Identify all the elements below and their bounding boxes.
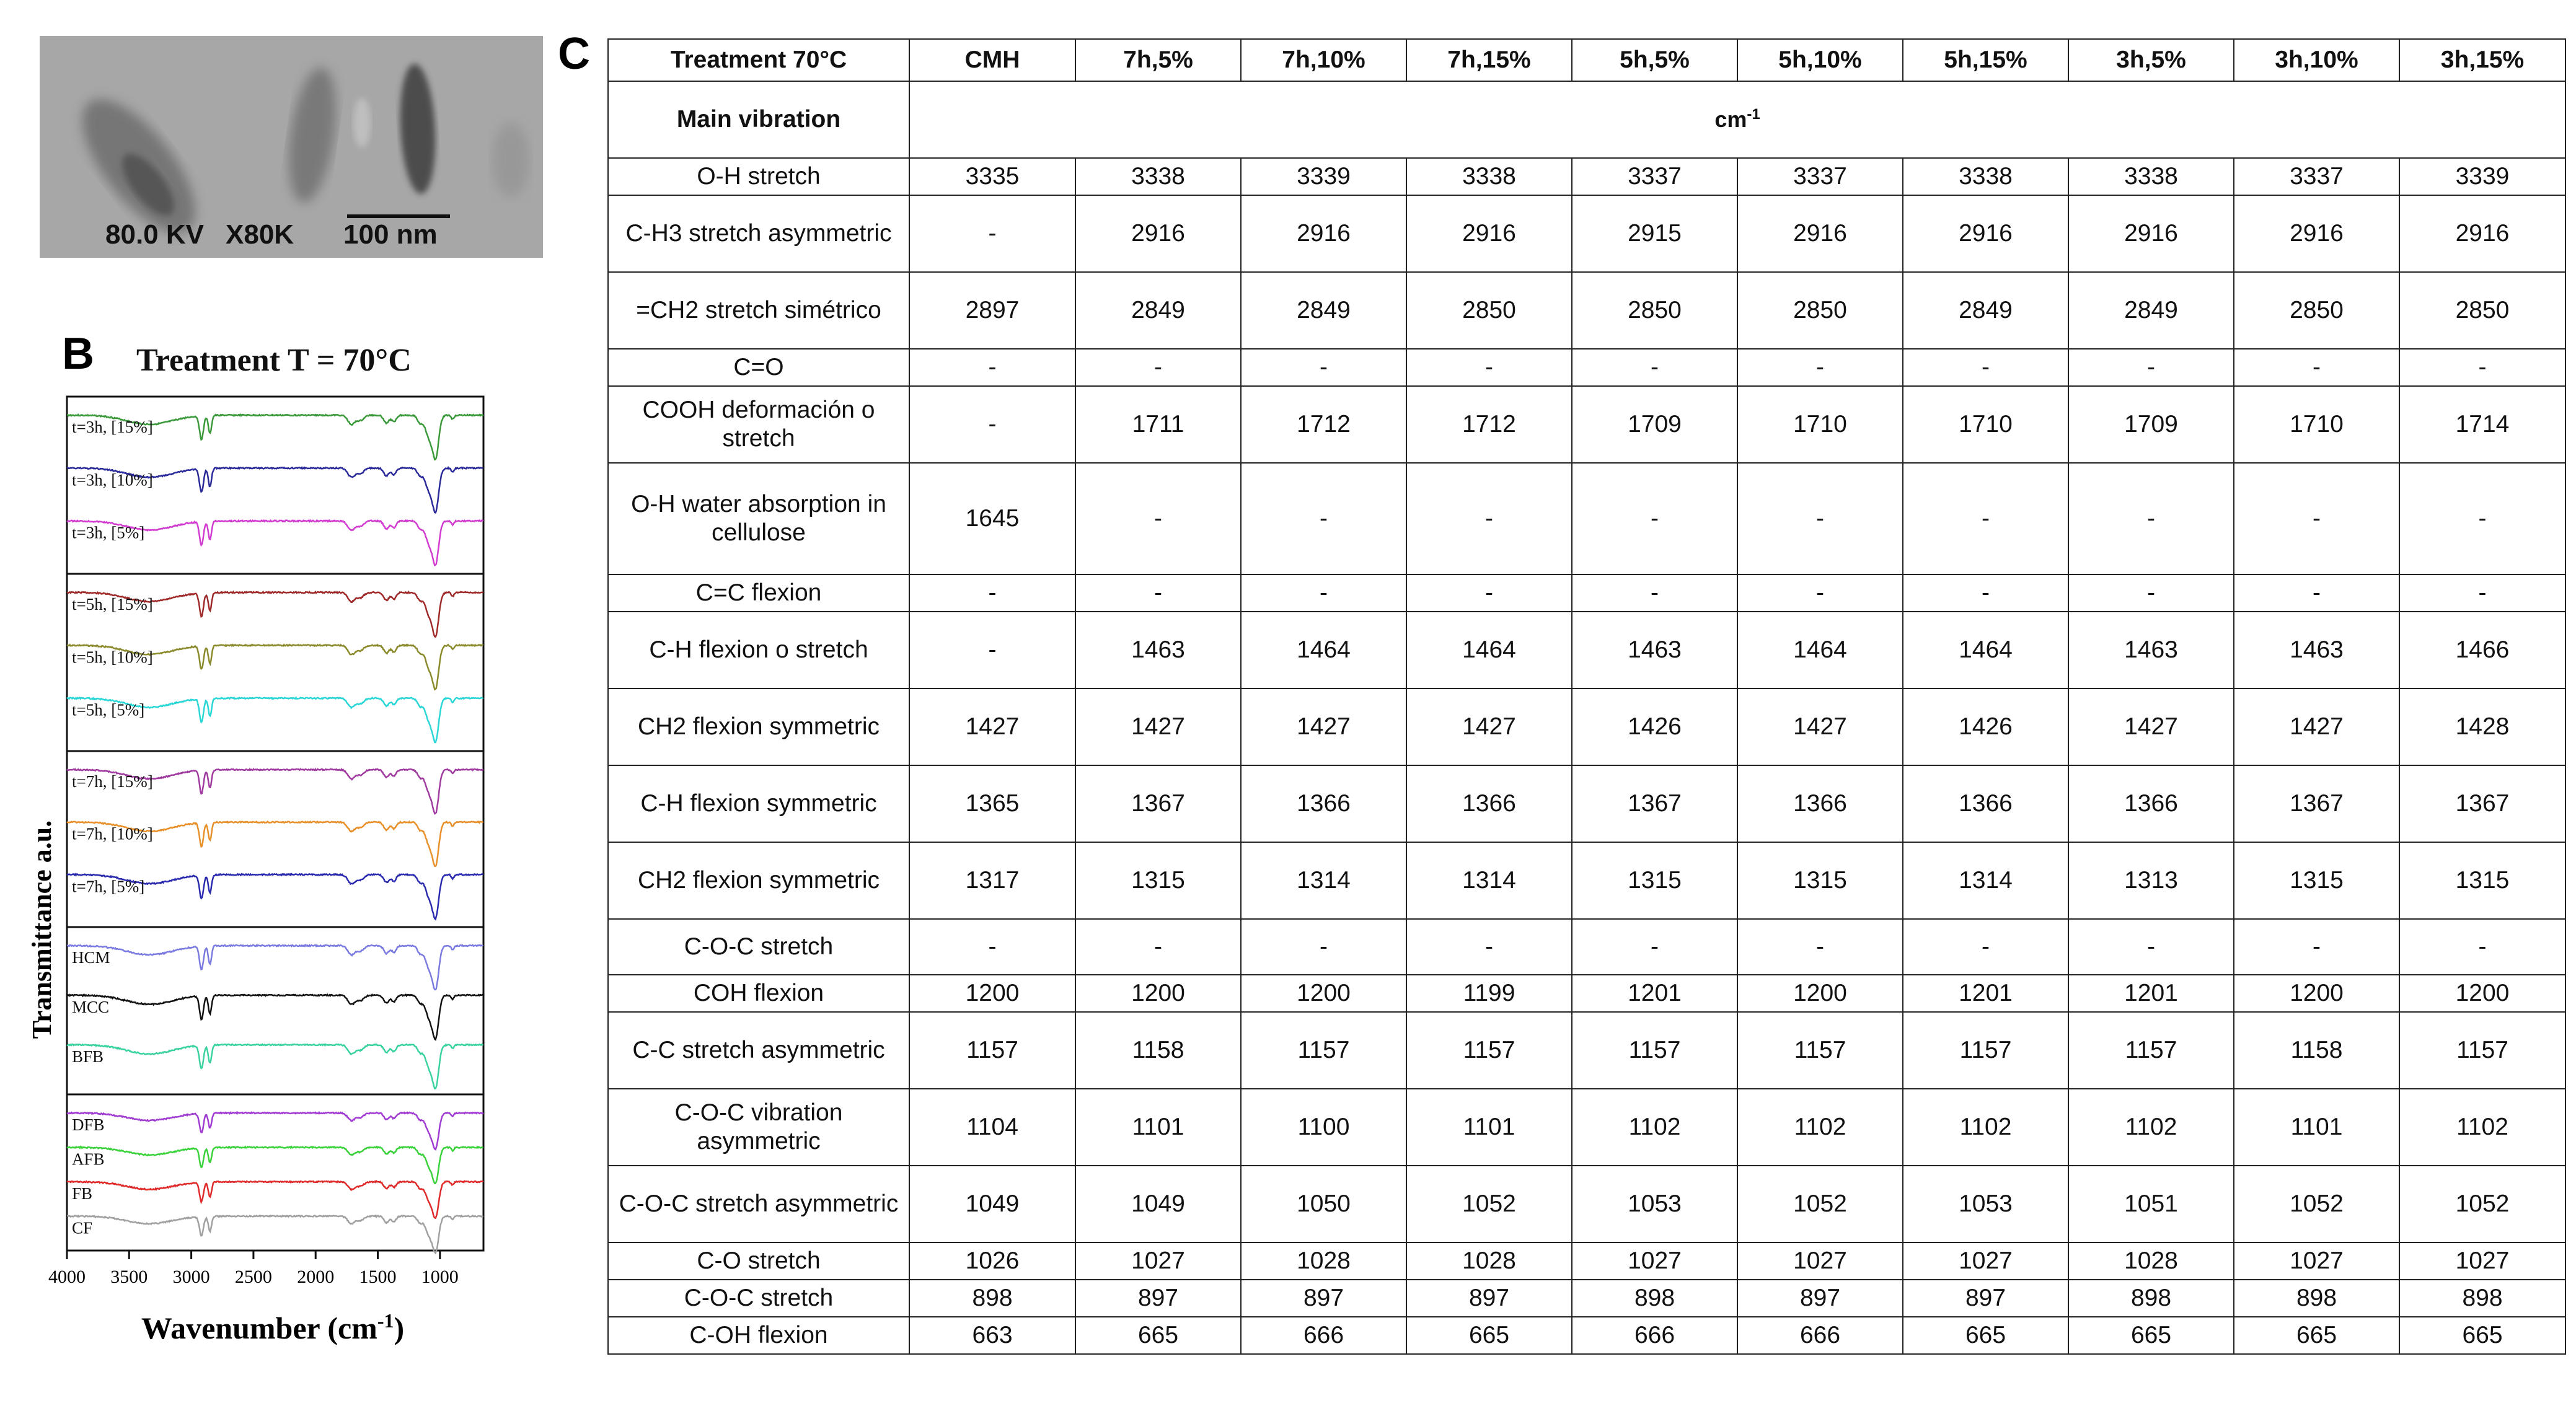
table-cell: 3338 [1406, 158, 1572, 195]
series-label: t=3h, [5%] [72, 523, 145, 542]
table-cell: 1053 [1903, 1166, 2068, 1242]
table-cell: 3339 [1241, 158, 1406, 195]
table-row [608, 1280, 2565, 1317]
table-cell: 897 [1406, 1280, 1572, 1317]
table-cell: 2916 [2399, 195, 2565, 272]
table-row [608, 1317, 2565, 1354]
table-cell: - [1572, 919, 1737, 975]
unit-main: cm [1714, 107, 1747, 133]
vibration-label: C-O stretch [608, 1242, 909, 1280]
table-cell: 1712 [1241, 386, 1406, 463]
table-cell: 1157 [2068, 1012, 2234, 1089]
table-cell: - [1406, 463, 1572, 574]
table-cell: - [1241, 574, 1406, 612]
table-cell: 666 [1737, 1317, 1903, 1354]
series-label: t=3h, [15%] [72, 418, 153, 436]
table-cell: 1053 [1572, 1166, 1737, 1242]
table-row [608, 574, 2565, 612]
table-cell: 1366 [1903, 765, 2068, 842]
table-cell: 1157 [2399, 1012, 2565, 1089]
table-cell: 1049 [1075, 1166, 1241, 1242]
table-cell: 1101 [2234, 1089, 2399, 1166]
vibration-label: O-H water absorption in cellulose [608, 463, 909, 574]
vibration-label: COH flexion [608, 975, 909, 1012]
table-cell: 2916 [1903, 195, 2068, 272]
spectrum-curve [67, 1181, 483, 1218]
table-cell: 2849 [1903, 272, 2068, 349]
vibration-label: C-C stretch asymmetric [608, 1012, 909, 1089]
table-row [608, 919, 2565, 975]
table-cell: 2849 [1241, 272, 1406, 349]
table-cell: - [909, 612, 1075, 688]
table-cell: 1157 [909, 1012, 1075, 1089]
table-row [608, 975, 2565, 1012]
table-row [608, 158, 2565, 195]
table-cell: - [1903, 574, 2068, 612]
table-cell: 2915 [1572, 195, 1737, 272]
table-cell: 898 [2068, 1280, 2234, 1317]
x-axis-title [141, 1309, 404, 1345]
table-cell: 2849 [1075, 272, 1241, 349]
table-cell: 1200 [1075, 975, 1241, 1012]
vibration-label: O-H stretch [608, 158, 909, 195]
vibration-label: C-H flexion o stretch [608, 612, 909, 688]
table-cell: - [1241, 919, 1406, 975]
table-cell: 1200 [2399, 975, 2565, 1012]
sample-header: 7h,5% [1075, 39, 1241, 81]
table-row [608, 612, 2565, 688]
spectrum-curve [67, 995, 483, 1040]
ftir-plot-title: Treatment T = 70°C [136, 343, 412, 378]
table-cell: - [1903, 463, 2068, 574]
table-cell: 1710 [1737, 386, 1903, 463]
table-cell: 1028 [1406, 1242, 1572, 1280]
table-cell: - [1737, 349, 1903, 386]
sample-header: 3h,10% [2234, 39, 2399, 81]
vibration-label: C-O-C stretch asymmetric [608, 1166, 909, 1242]
table-cell: 1050 [1241, 1166, 1406, 1242]
scale-bar [347, 214, 450, 218]
table-cell: 1714 [2399, 386, 2565, 463]
table-cell: 1466 [2399, 612, 2565, 688]
table-cell: 1051 [2068, 1166, 2234, 1242]
table-cell: 1027 [1737, 1242, 1903, 1280]
table-cell: 1314 [1241, 842, 1406, 919]
table-cell: 1102 [1572, 1089, 1737, 1166]
table-cell: - [1406, 919, 1572, 975]
table-cell: - [909, 195, 1075, 272]
table-cell: - [1903, 349, 2068, 386]
table-cell: 1102 [1903, 1089, 2068, 1166]
series-label: t=3h, [10%] [72, 470, 153, 490]
tem-voltage-label: 80.0 KV [105, 219, 204, 250]
table-cell: 1027 [1075, 1242, 1241, 1280]
x-tick-label: 3000 [172, 1267, 210, 1287]
table-cell: 1157 [1406, 1012, 1572, 1089]
table-cell: 1052 [2399, 1166, 2565, 1242]
plot-xticks [48, 1251, 459, 1287]
table-cell: 897 [1075, 1280, 1241, 1317]
table-row [608, 765, 2565, 842]
tem-magnification-label: X80K [226, 219, 294, 250]
table-cell: - [1075, 349, 1241, 386]
table-cell: 898 [2234, 1280, 2399, 1317]
table-cell: - [1737, 574, 1903, 612]
series-label: DFB [72, 1115, 105, 1134]
table-cell: - [2234, 349, 2399, 386]
table-cell: 3337 [1572, 158, 1737, 195]
table-cell: - [1737, 463, 1903, 574]
table-cell: - [2234, 919, 2399, 975]
table-cell: 2850 [1737, 272, 1903, 349]
vibration-label: =CH2 stretch simétrico [608, 272, 909, 349]
table-cell: 1427 [1241, 688, 1406, 765]
table-cell: 1026 [909, 1242, 1075, 1280]
table-cell: 1645 [909, 463, 1075, 574]
table-cell: 666 [1572, 1317, 1737, 1354]
vibration-label: C-O-C stretch [608, 919, 909, 975]
table-cell: 2916 [1075, 195, 1241, 272]
unit-sup: -1 [1747, 106, 1760, 123]
table-cell: - [1406, 349, 1572, 386]
y-axis-title: Transmittance a.u. [27, 820, 57, 1039]
table-cell: 1365 [909, 765, 1075, 842]
series-label: t=5h, [10%] [72, 648, 153, 667]
table-cell: 2850 [1406, 272, 1572, 349]
table-cell: 1157 [1737, 1012, 1903, 1089]
treatment-header: Treatment 70°C [608, 39, 909, 81]
table-cell: 898 [1572, 1280, 1737, 1317]
table-cell: 1201 [1572, 975, 1737, 1012]
panel-label-b: B [62, 329, 94, 379]
table-cell: 1201 [1903, 975, 2068, 1012]
table-cell: - [2068, 349, 2234, 386]
table-cell: 1709 [1572, 386, 1737, 463]
table-cell: 1158 [2234, 1012, 2399, 1089]
series-label: t=7h, [15%] [72, 772, 153, 791]
table-cell: - [2399, 463, 2565, 574]
sample-header: 3h,5% [2068, 39, 2234, 81]
table-cell: - [1406, 574, 1572, 612]
table-cell: 1463 [1572, 612, 1737, 688]
table-cell: 1157 [1241, 1012, 1406, 1089]
table-cell: 1367 [1572, 765, 1737, 842]
table-cell: 665 [1075, 1317, 1241, 1354]
table-row [608, 195, 2565, 272]
table-cell: 1317 [909, 842, 1075, 919]
spectrum-curve [67, 1147, 483, 1184]
table-cell: 1464 [1406, 612, 1572, 688]
series-label: t=5h, [15%] [72, 595, 153, 613]
table-cell: 897 [1903, 1280, 2068, 1317]
sample-header: 3h,15% [2399, 39, 2565, 81]
table-cell: 2916 [1737, 195, 1903, 272]
table-cell: 897 [1241, 1280, 1406, 1317]
series-label: HCM [72, 948, 110, 967]
series-label: FB [72, 1184, 93, 1203]
table-cell: 1366 [1737, 765, 1903, 842]
table-cell: 1102 [2399, 1089, 2565, 1166]
table-cell: 2850 [2234, 272, 2399, 349]
table-cell: 665 [2234, 1317, 2399, 1354]
table-row [608, 463, 2565, 574]
scale-bar-label: 100 nm [343, 219, 438, 250]
table-row [608, 386, 2565, 463]
table-cell: - [2234, 463, 2399, 574]
table-cell: 1199 [1406, 975, 1572, 1012]
table-cell: 1463 [2068, 612, 2234, 688]
table-cell: 1315 [1075, 842, 1241, 919]
table-cell: 898 [909, 1280, 1075, 1317]
series-label: t=7h, [5%] [72, 877, 145, 896]
table-cell: 1157 [1572, 1012, 1737, 1089]
table-cell: - [1737, 919, 1903, 975]
table-cell: 1201 [2068, 975, 2234, 1012]
series-label: MCC [72, 998, 110, 1016]
table-cell: 1028 [1241, 1242, 1406, 1280]
table-cell: 3338 [1903, 158, 2068, 195]
x-tick-label: 1000 [421, 1267, 459, 1287]
table-cell: 1315 [1572, 842, 1737, 919]
table-cell: 1313 [2068, 842, 2234, 919]
table-cell: 1200 [1737, 975, 1903, 1012]
table-cell: - [2068, 574, 2234, 612]
table-subheader-row [608, 81, 2565, 158]
table-cell: 1711 [1075, 386, 1241, 463]
table-cell: 665 [1903, 1317, 2068, 1354]
sample-header: 7h,15% [1406, 39, 1572, 81]
table-cell: - [909, 919, 1075, 975]
table-cell: 1052 [1737, 1166, 1903, 1242]
table-row [608, 1012, 2565, 1089]
table-cell: 1101 [1075, 1089, 1241, 1166]
table-cell: 1712 [1406, 386, 1572, 463]
plot-labels [72, 418, 153, 1238]
table-cell: 1027 [2399, 1242, 2565, 1280]
sample-header: 5h,5% [1572, 39, 1737, 81]
series-label: BFB [72, 1047, 104, 1066]
table-cell: - [909, 574, 1075, 612]
panel-label-c: C [558, 29, 590, 79]
table-cell: 1367 [2399, 765, 2565, 842]
table-cell: 1427 [1406, 688, 1572, 765]
series-label: CF [72, 1218, 93, 1238]
table-cell: 2916 [2068, 195, 2234, 272]
vibration-label: C=C flexion [608, 574, 909, 612]
table-cell: 1315 [1737, 842, 1903, 919]
table-row [608, 272, 2565, 349]
table-cell: - [2399, 349, 2565, 386]
x-tick-label: 3500 [110, 1267, 148, 1287]
vibration-label: C=O [608, 349, 909, 386]
table-cell: 1027 [1572, 1242, 1737, 1280]
table-cell: 1464 [1737, 612, 1903, 688]
table-cell: 1200 [909, 975, 1075, 1012]
table-cell: - [909, 349, 1075, 386]
main-vibration-header: Main vibration [608, 81, 909, 158]
table-cell: 1709 [2068, 386, 2234, 463]
table-cell: 1104 [909, 1089, 1075, 1166]
series-label: AFB [72, 1150, 105, 1169]
table-cell: 1049 [909, 1166, 1075, 1242]
table-cell: 1463 [2234, 612, 2399, 688]
table-cell: - [2068, 463, 2234, 574]
table-cell: 1102 [1737, 1089, 1903, 1166]
table-cell: 1200 [1241, 975, 1406, 1012]
table-cell: 3337 [1737, 158, 1903, 195]
table-cell: 1367 [1075, 765, 1241, 842]
table-cell: 1157 [1903, 1012, 2068, 1089]
vibration-label: C-H flexion symmetric [608, 765, 909, 842]
x-tick-label: 2500 [234, 1267, 272, 1287]
table-cell: 663 [909, 1317, 1075, 1354]
table-cell: - [1572, 463, 1737, 574]
table-cell: 1426 [1572, 688, 1737, 765]
table-cell: - [1572, 349, 1737, 386]
table-cell: - [1075, 463, 1241, 574]
x-axis-title-end: ) [394, 1311, 405, 1345]
table-cell: 2850 [2399, 272, 2565, 349]
vibration-label: CH2 flexion symmetric [608, 688, 909, 765]
spectrum-curve [67, 945, 483, 990]
table-cell: 1314 [1406, 842, 1572, 919]
tem-micrograph [40, 36, 543, 258]
table-cell: 2897 [909, 272, 1075, 349]
sample-header: 5h,15% [1903, 39, 2068, 81]
table-cell: 2916 [1406, 195, 1572, 272]
table-cell: 666 [1241, 1317, 1406, 1354]
spectrum-curve [67, 1044, 483, 1089]
table-cell: 3339 [2399, 158, 2565, 195]
vibration-label: C-OH flexion [608, 1317, 909, 1354]
table-cell: - [1075, 574, 1241, 612]
table-cell: 1464 [1241, 612, 1406, 688]
vibration-label: C-O-C stretch [608, 1280, 909, 1317]
table-cell: 2850 [1572, 272, 1737, 349]
table-cell: 1427 [2234, 688, 2399, 765]
vibration-label: C-H3 stretch asymmetric [608, 195, 909, 272]
unit-header [909, 81, 2565, 158]
table-cell: - [1241, 463, 1406, 574]
series-label: t=5h, [5%] [72, 700, 145, 719]
table-cell: 1366 [2068, 765, 2234, 842]
vibration-label: CH2 flexion symmetric [608, 842, 909, 919]
table-cell: - [1572, 574, 1737, 612]
table-header-row [608, 39, 2565, 81]
x-tick-label: 1500 [359, 1267, 397, 1287]
table-cell: 3338 [2068, 158, 2234, 195]
table-cell: - [1903, 919, 2068, 975]
table-cell: 1158 [1075, 1012, 1241, 1089]
table-cell: 665 [2068, 1317, 2234, 1354]
table-cell: 1427 [2068, 688, 2234, 765]
table-cell: 1102 [2068, 1089, 2234, 1166]
table-cell: 2916 [2234, 195, 2399, 272]
table-cell: 1366 [1406, 765, 1572, 842]
table-cell: 2916 [1241, 195, 1406, 272]
table-cell: 897 [1737, 1280, 1903, 1317]
spectrum-curve [67, 1216, 483, 1254]
sample-header: 7h,10% [1241, 39, 1406, 81]
sample-header: CMH [909, 39, 1075, 81]
x-axis-title-sup: -1 [377, 1309, 394, 1332]
table-cell: 1428 [2399, 688, 2565, 765]
table-cell: 1027 [2234, 1242, 2399, 1280]
vibration-label: COOH deformación o stretch [608, 386, 909, 463]
table-row [608, 1166, 2565, 1242]
sample-header: 5h,10% [1737, 39, 1903, 81]
table-cell: 665 [2399, 1317, 2565, 1354]
table-row [608, 1089, 2565, 1166]
table-cell: 1367 [2234, 765, 2399, 842]
table-cell: 1200 [2234, 975, 2399, 1012]
table-cell: 1101 [1406, 1089, 1572, 1166]
table-row [608, 688, 2565, 765]
vibration-table [607, 38, 2566, 1355]
x-axis-title-main: Wavenumber (cm [141, 1311, 377, 1345]
x-tick-label: 4000 [48, 1267, 86, 1287]
table-cell: - [2399, 574, 2565, 612]
table-cell: 1052 [2234, 1166, 2399, 1242]
table-cell: 1710 [1903, 386, 2068, 463]
spectrum-curve [67, 1112, 483, 1150]
table-cell: 665 [1406, 1317, 1572, 1354]
table-cell: - [2399, 919, 2565, 975]
table-row [608, 1242, 2565, 1280]
table-cell: 1464 [1903, 612, 2068, 688]
table-cell: - [1241, 349, 1406, 386]
table-cell: - [1075, 919, 1241, 975]
table-cell: 1710 [2234, 386, 2399, 463]
table-cell: 1427 [1737, 688, 1903, 765]
table-cell: 1366 [1241, 765, 1406, 842]
table-cell: 1463 [1075, 612, 1241, 688]
table-cell: 3337 [2234, 158, 2399, 195]
table-row [608, 349, 2565, 386]
table-cell: 1028 [2068, 1242, 2234, 1280]
table-cell: 3338 [1075, 158, 1241, 195]
table-cell: 3335 [909, 158, 1075, 195]
table-cell: 2849 [2068, 272, 2234, 349]
table-cell: 1315 [2234, 842, 2399, 919]
table-cell: 1427 [909, 688, 1075, 765]
x-tick-label: 2000 [297, 1267, 335, 1287]
table-cell: - [2234, 574, 2399, 612]
ftir-plot [0, 372, 558, 1351]
table-cell: 898 [2399, 1280, 2565, 1317]
table-cell: 1426 [1903, 688, 2068, 765]
table-row [608, 842, 2565, 919]
series-label: t=7h, [10%] [72, 824, 153, 843]
table-cell: 1427 [1075, 688, 1241, 765]
table-cell: 1052 [1406, 1166, 1572, 1242]
table-cell: - [909, 386, 1075, 463]
table-cell: 1100 [1241, 1089, 1406, 1166]
table-cell: - [2068, 919, 2234, 975]
table-cell: 1315 [2399, 842, 2565, 919]
table-cell: 1314 [1903, 842, 2068, 919]
table-cell: 1027 [1903, 1242, 2068, 1280]
vibration-label: C-O-C vibration asymmetric [608, 1089, 909, 1166]
